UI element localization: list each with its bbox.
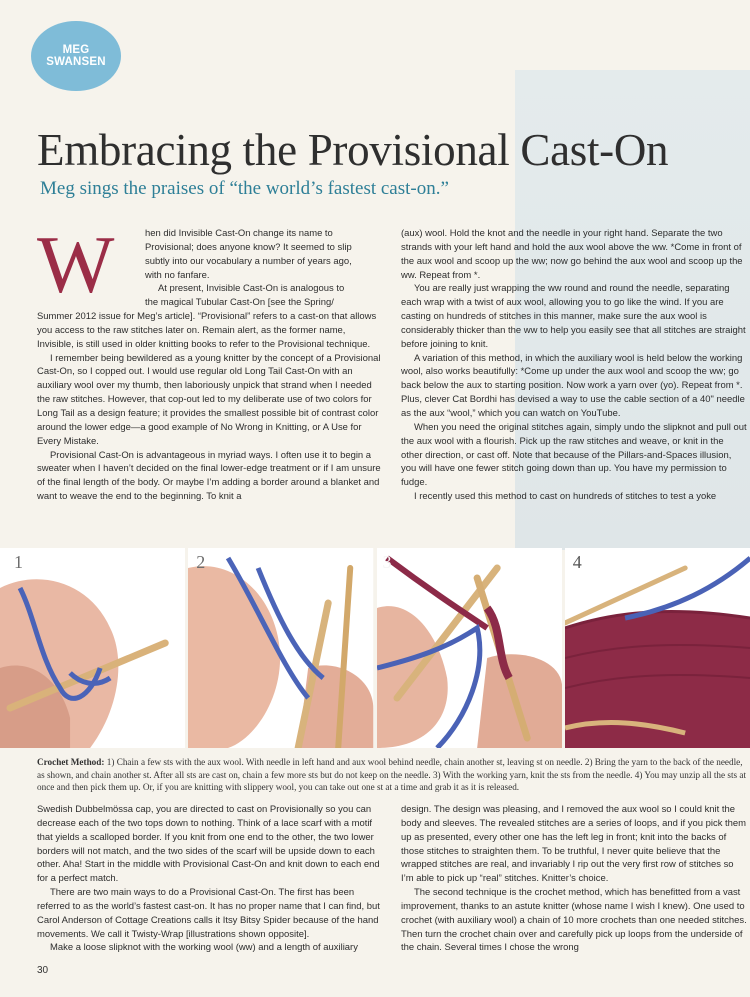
badge-line-1: MEG xyxy=(62,44,90,56)
lead-line-5: At present, Invisible Cast-On is analogous to xyxy=(158,283,345,295)
badge-line-2: SWANSEN xyxy=(46,56,106,68)
photo-caption xyxy=(37,756,747,794)
paragraph: I recently used this method to cast on hundreds of stitches to test a yoke xyxy=(414,491,717,503)
step-number-3: 3 xyxy=(382,552,392,572)
paragraph: The second technique is the crochet method, which has benefitted from a vast improvement, thanks to an astute knitter (whose name I wish I knew). One used to crochet (with auxiliary wool) a chain of 10 more crochets than one needed stitches. Then turn the crochet chain over and carefully pick up loops from the underside of the chain. Several times I chose the wrong xyxy=(401,887,747,954)
caption-text: 1) Chain a few sts with the aux wool. With needle in left hand and aux wool behind needle, chain another st, leaving st on needle. 2) Bring the yarn to the back of the needle, as shown, and chain another st. After all sts are cast on, chain a few more sts but do not keep on the needle. 3) With the working yarn, knit the sts from the needle. 4) You may unzip all the sts at once and then pick them up. Or, if you are knitting with slippery wool, you can take out one st at a time and grab it as it is released. xyxy=(37,757,747,793)
body-column-2 xyxy=(401,227,747,504)
article-deck: Meg sings the praises of “the world’s fastest cast-on.” xyxy=(40,178,449,199)
caption-label: Crochet Method: xyxy=(37,757,105,767)
lead-line-6: the magical Tubular Cast-On [see the Spring/ xyxy=(145,297,334,309)
paragraph: I remember being bewildered as a young knitter by the concept of a Provisional Cast-On, so I copped out. I would use regular old Long Tail Cast-On with an auxiliary wool over my thumb, then laboriously unpick that strand when I needed the raw stitches. However, that cop-out led to my deliberate use of two colors for Long Tail as a design feature; it provides the smallest possible bit of contrast color around the lower edge—a good example of No Wrong in Knitting, or A Use for Every Mistake. xyxy=(37,352,381,447)
lead-line-2: Provisional; does anyone know? It seemed to slip xyxy=(145,241,352,253)
step-photo-2 xyxy=(188,548,373,748)
step-photo-2-illustration xyxy=(188,548,373,748)
column-badge xyxy=(31,21,121,91)
paragraph: A variation of this method, in which the auxiliary wool is held below the working wool, also works beautifully: *Come up under the aux wool and scoop the ww; go back below the aux to starting position. Now work a yarn over (yo). Repeat from *. Plus, clever Cat Bordhi has devised a way to use the cable section of a 40" needle as the aux “wool,” which you can watch on YouTube. xyxy=(401,352,745,419)
step-photo-4 xyxy=(565,548,750,748)
lead-line-3: subtly into our vocabulary a number of years ago, xyxy=(145,255,352,267)
drop-cap: W xyxy=(37,219,115,310)
step-photo-3 xyxy=(377,548,562,748)
paragraph: When you need the original stitches again, simply undo the slipknot and pull out the aux wool with a flourish. Pick up the raw stitches and weave, or knit in the other direction, or cast off. Note that because of the Pillars-and-Spaces illusion, you will have one fewer stitch going down than up. You have my permission to fudge. xyxy=(401,421,747,489)
step-number-4: 4 xyxy=(572,552,582,572)
paragraph: Swedish Dubbelmössa cap, you are directed to cast on Provisionally so you can decrease each of the two tops down to nothing. Think of a lace scarf with a motif that yields a scalloped border. If you knit from one end to the other, the two lower borders will not match, and the two sides of the scarf will be upside down to each other. Aha! Start in the middle with Provisional Cast-On and knit down to each end for a perfect match. xyxy=(37,804,380,885)
paragraph: Provisional Cast-On is advantageous in myriad ways. I often use it to begin a sweater when I haven’t decided on the final lower-edge treatment or if I am unsure of the final length of the body. Or maybe I’m adding a border around a blanket and want to weave the end to the beginning. To knit a xyxy=(37,449,381,503)
step-photo-1 xyxy=(0,548,185,748)
step-photo-strip xyxy=(0,548,750,748)
paragraph: Summer 2012 issue for Meg’s article]. “Provisional” refers to a cast-on that allows you access to the raw stitches later on. Remain alert, as the former name, Invisible, is still used in older knitting books to refer to the Provisional technique. xyxy=(37,311,377,350)
paragraph: You are really just wrapping the ww round and round the needle, separating each wrap with a twist of aux wool, allowing you to go like the wind. If you are casting on hundreds of stitches in this manner, make sure the aux wool is considerably thicker than the ww to help you easily see that all stitches are straight before joining to knit. xyxy=(401,283,746,350)
paragraph: (aux) wool. Hold the knot and the needle in your right hand. Separate the two strands with your left hand and hold the aux wool above the ww. *Come in front of the aux wool and scoop up the ww; now go behind the aux wool and scoop up the ww. Repeat from *. xyxy=(401,228,743,281)
body-column-1 xyxy=(37,227,383,504)
step-photo-3-illustration xyxy=(377,548,562,748)
step-photo-1-illustration xyxy=(0,548,185,748)
paragraph: There are two main ways to do a Provisional Cast-On. The first has been referred to as the world’s fastest cast-on. It has no proper name that I can find, but Carol Anderson of Cottage Creations calls it Itsy Bitsy Spider because of the hand movements. We call it Twisty-Wrap [illustrations shown opposite]. xyxy=(37,887,380,940)
body-column-3 xyxy=(37,803,383,955)
body-column-4 xyxy=(401,803,747,955)
step-number-2: 2 xyxy=(196,552,206,572)
paragraph: design. The design was pleasing, and I removed the aux wool so I could knit the body and sleeves. The revealed stitches are a series of loops, and if you pick them up as presented, every other one has the left leg in front; knit into the backs of those stitches to straighten them. To be truthful, I never quite believe that the wrapped stitches are real, and invariably I rip out the very first row of stitches so I’m able to pick up “real” stitches. Knitter’s choice. xyxy=(401,804,747,885)
article-title: Embracing the Provisional Cast-On xyxy=(37,125,669,175)
lead-line-1: hen did Invisible Cast-On change its name to xyxy=(145,228,333,239)
step-number-1: 1 xyxy=(14,552,23,572)
step-photo-4-illustration xyxy=(565,548,750,748)
page-number: 30 xyxy=(37,965,49,976)
lead-line-4: with no fanfare. xyxy=(145,269,210,281)
paragraph: Make a loose slipknot with the working wool (ww) and a length of auxiliary xyxy=(50,942,358,954)
